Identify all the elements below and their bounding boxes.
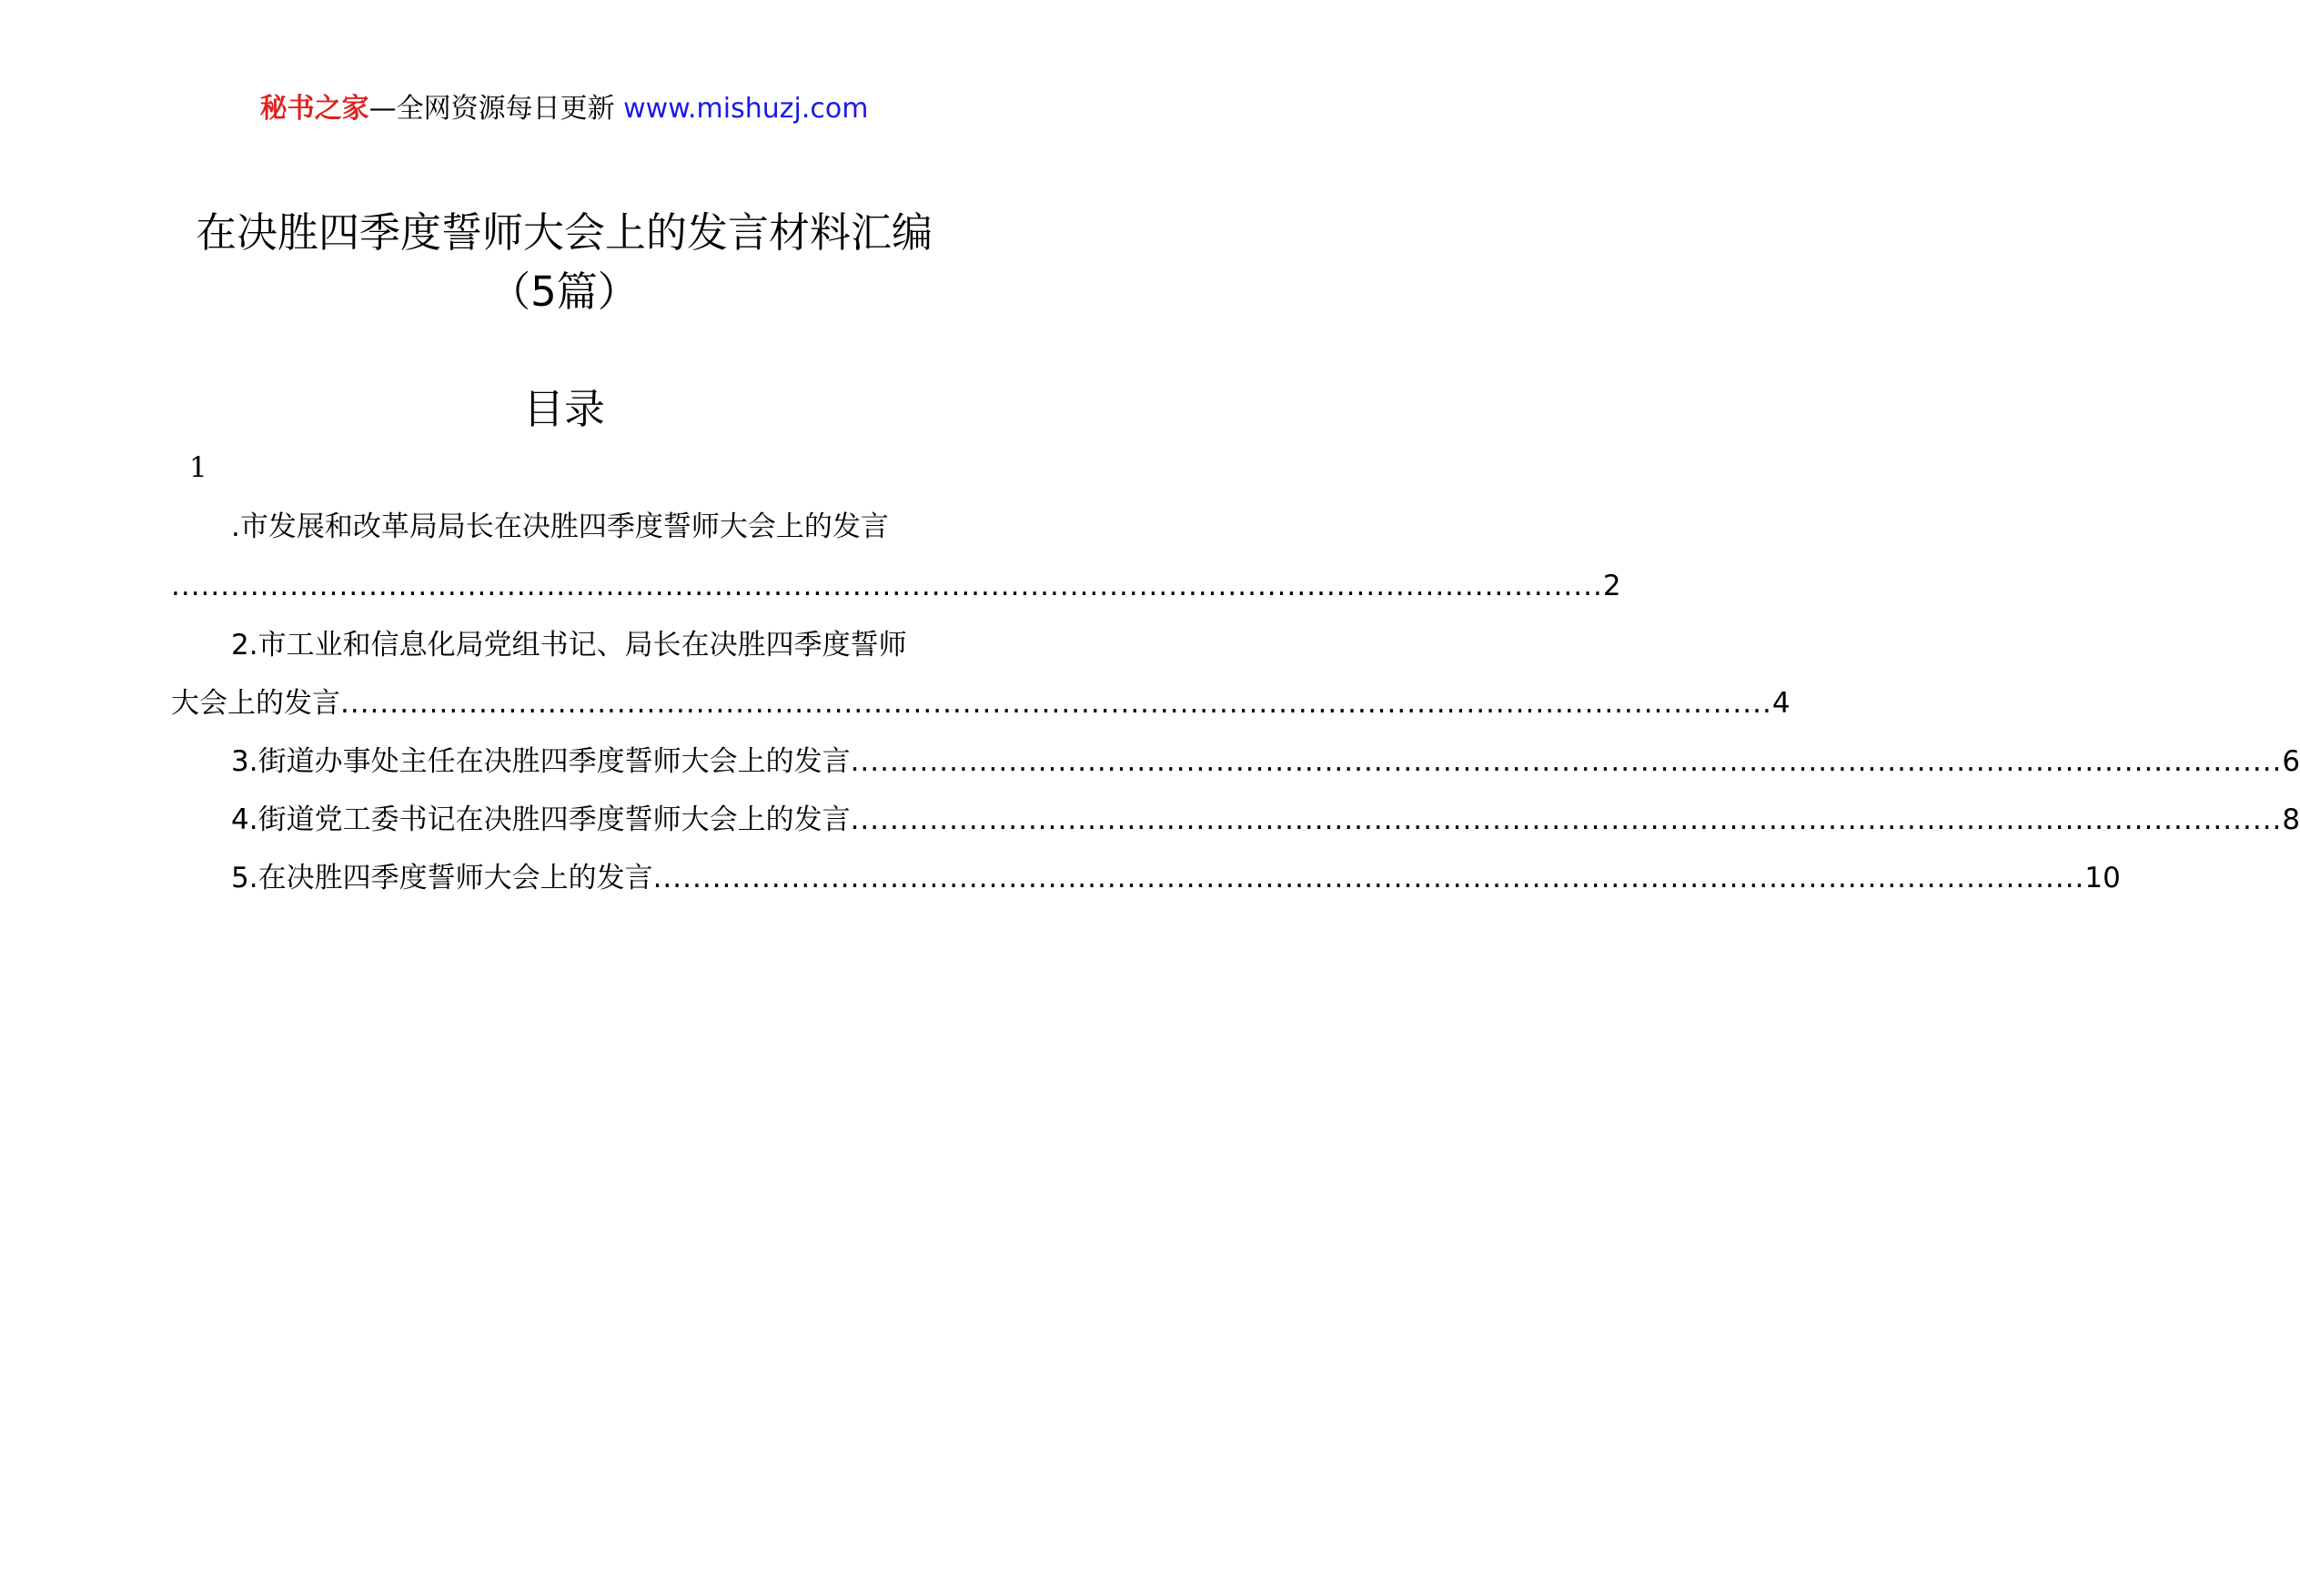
toc-entry-5-leader: ................................................................................................................................................. — [652, 862, 2085, 894]
toc-entry-3[interactable] — [171, 743, 2300, 780]
brand-name: 秘书之家 — [259, 93, 369, 125]
toc-entry-4-page: 8 — [2282, 803, 2300, 836]
toc-entry-5-title: 5.在决胜四季度誓师大会上的发言 — [231, 862, 653, 894]
toc-entry-2-title-cont: 大会上的发言 — [171, 687, 340, 720]
toc-entry-2[interactable] — [171, 627, 953, 663]
site-url-link[interactable]: www.mishuzj.com — [623, 93, 869, 125]
toc-leading-number: 1 — [189, 451, 207, 484]
site-header — [0, 91, 1128, 127]
toc-entry-3-page: 6 — [2282, 745, 2300, 778]
toc-entry-5[interactable] — [171, 860, 2121, 896]
toc-entry-2-page: 4 — [1771, 687, 1791, 720]
toc-entry-2-continuation[interactable] — [171, 685, 1791, 722]
toc-heading: 目录 — [522, 385, 605, 433]
document-title: 在决胜四季度誓师大会上的发言材料汇编 — [195, 208, 933, 257]
toc-entry-4-leader: ................................................................................................................................................. — [850, 803, 2283, 836]
toc-entry-2-title: 2.市工业和信息化局党组书记、局长在决胜四季度誓师 — [231, 629, 907, 662]
toc-entry-2-leader: ................................................................................................................................................. — [340, 687, 1772, 720]
toc-entry-1-leader: ................................................................................................................................................. — [171, 570, 1603, 602]
document-title-count: （5篇） — [489, 268, 639, 316]
toc-entry-4-title: 4.街道党工委书记在决胜四季度誓师大会上的发言 — [231, 803, 851, 836]
toc-entry-4[interactable] — [171, 802, 2300, 838]
toc-entry-5-page: 10 — [2084, 862, 2121, 894]
toc-entry-1-page: 2 — [1602, 570, 1621, 602]
toc-entry-1[interactable] — [171, 509, 953, 545]
toc-entry-1-leader-line[interactable] — [171, 568, 1621, 604]
toc-entry-3-leader: ................................................................................................................................................. — [850, 745, 2283, 778]
toc-entry-3-title: 3.街道办事处主任在决胜四季度誓师大会上的发言 — [231, 745, 851, 778]
toc-entry-1-title: .市发展和改革局局长在决胜四季度誓师大会上的发言 — [231, 510, 889, 543]
header-tagline: —全网资源每日更新 — [368, 93, 615, 125]
